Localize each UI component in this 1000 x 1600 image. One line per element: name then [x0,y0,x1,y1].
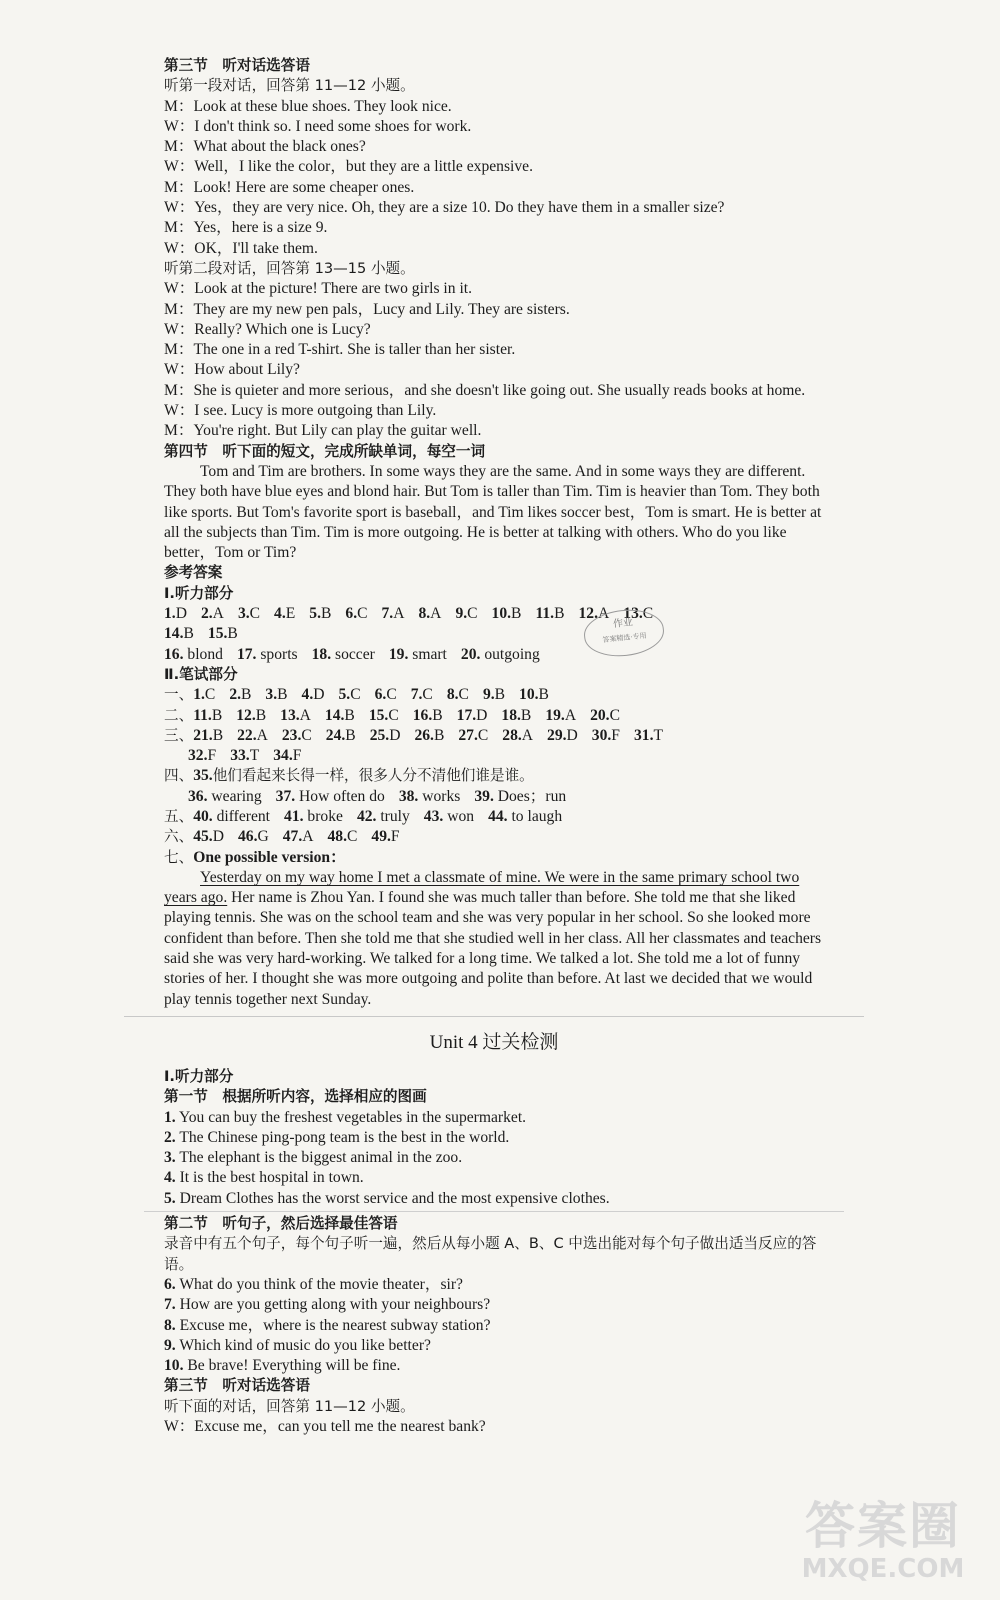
divider [124,1016,864,1017]
list-item: 5. Dream Clothes has the worst service and the most expensive clothes. [164,1189,610,1207]
list-item: 8. Excuse me，where is the nearest subway station? [164,1316,491,1334]
answer-row: 1.D 2.A 3.C 4.E 5.B 6.C 7.A 8.A 9.C 10.B 11.B 12.A 13.C [164,605,654,623]
dialogue-line: W：Look at the picture! There are two girls in it. [164,280,473,298]
section-3-title: 第三节 听对话选答语 [164,57,310,74]
dialogue-line: M：Look! Here are some cheaper ones. [164,178,415,196]
dialogue-line: M：What about the black ones? [164,138,366,156]
u4-section-3-title: 第三节 听对话选答语 [164,1377,310,1395]
answer-row: 32.F 33.T 34.F [188,747,302,765]
u4-listening-part-title: Ⅰ.听力部分 [164,1067,234,1085]
answer-row: 四、35.他们看起来长得一样，很多人分不清他们谁是谁。 [164,767,534,785]
dialogue-2 [164,279,824,441]
stamp-sublabel: 答案精选·专用 [602,631,647,645]
watermark-logo-text: 答案圈 [805,1497,961,1555]
list-item: 7. How are you getting along with your neighbours? [164,1296,491,1314]
u4-section-2-description: 录音中有五个句子，每个句子听一遍，然后从每小题 A、B、C 中选出能对每个句子做出适当反应的答语。 [164,1235,817,1273]
list-item: 10. Be brave! Everything will be fine. [164,1357,401,1375]
unit-title: Unit 4 过关检测 [429,1031,559,1053]
stamp-label: 作业 [612,617,634,631]
essay-text: Her name is Zhou Yan. I found she was much taller than before. She told me that she liked playing tennis. She was on the school team and she was very popular in her school. So she looked more confident than before. Then she told me that she studied well in her class. All her classmates and teachers said she was very hard-working. We talked for a long time. We talked a lot. She told me a lot of funny stories of her. I thought she was more outgoing and polite than before. At last we decided that we would play tennis together next Sunday. [164,889,822,1008]
dialogue-line: M：Look at these blue shoes. They look nice. [164,97,452,115]
u4-section-3-intro: 听下面的对话，回答第 11—12 小题。 [164,1397,415,1415]
dialogue-line: W：Excuse me，can you tell me the nearest bank? [164,1418,486,1435]
dialogue-line: M：She is quieter and more serious，and she doesn't like going out. She usually reads books at home. [164,381,806,399]
list-item: 4. It is the best hospital in town. [164,1169,364,1187]
list-item: 2. The Chinese ping-pong team is the best in the world. [164,1128,510,1146]
dialogue-line: M：The one in a red T-shirt. She is taller than her sister. [164,341,516,359]
dialogue-line: M：They are my new pen pals，Lucy and Lily. They are sisters. [164,300,570,318]
dialogue-line: W：I don't think so. I need some shoes for work. [164,117,472,135]
answer-page [164,56,824,1437]
dialogue-line: M：Yes，here is a size 9. [164,219,328,237]
answer-row: 五、40. different 41. broke 42. truly 43. won 44. to laugh [164,807,563,825]
answer-row: 七、One possible version： [164,848,346,866]
u4-section-1-items [164,1108,824,1209]
answer-row: 二、11.B 12.B 13.A 14.B 15.C 16.B 17.D 18.B 19.A 20.C [164,706,620,724]
dialogue-line: W：OK，I'll take them. [164,239,318,257]
answer-row: 14.B 15.B [164,625,238,643]
answer-row: 三、21.B 22.A 23.C 24.B 25.D 26.B 27.C 28.A 29.D 30.F 31.T [164,726,664,744]
answer-row: 36. wearing 37. How often do 38. works 39. Does；run [188,787,567,805]
dialogue-line: W：How about Lily? [164,361,300,379]
writing-part-title: Ⅱ.笔试部分 [164,665,238,683]
u4-section-2-items [164,1275,824,1376]
dialogue-1 [164,97,824,259]
divider [144,1211,844,1212]
dialogue-line: M：You're right. But Lily can play the guitar well. [164,422,482,440]
list-item: 6. What do you think of the movie theater，sir? [164,1275,463,1293]
answer-row: 一、1.C 2.B 3.B 4.D 5.C 6.C 7.C 8.C 9.B 10.B [164,686,549,704]
answer-row: 六、45.D 46.G 47.A 48.C 49.F [164,828,400,846]
answer-key-title: 参考答案 [164,564,223,582]
site-watermark [788,1498,978,1590]
listening-part-title: Ⅰ.听力部分 [164,584,234,602]
dialogue-2-intro: 听第二段对话，回答第 13—15 小题。 [164,259,415,277]
list-item: 3. The elephant is the biggest animal in the zoo. [164,1149,463,1167]
u4-section-2-title: 第二节 听句子，然后选择最佳答语 [164,1215,398,1233]
dialogue-line: W：Yes，they are very nice. Oh, they are a size 10. Do they have them in a smaller size? [164,199,725,217]
listening-passage: Tom and Tim are brothers. In some ways they are the same. And in some ways they are different. They both have blue eyes and blond hair. But Tom is taller than Tim. Tim is heavier than Tom. They both like sports. But Tom's favorite sport is baseball，and Tim likes soccer best，Tom is smart. He is better at all the subjects than Tim. Tim is more outgoing. He is better at talking with others. Who do you like better，Tom or Tim? [164,462,822,562]
sample-essay [164,868,824,1010]
answer-row: 16. blond 17. sports 18. soccer 19. smart 20. outgoing [164,645,540,663]
u4-section-1-title: 第一节 根据所听内容，选择相应的图画 [164,1088,427,1106]
watermark-url: MXQE.COM [801,1554,965,1584]
dialogue-1-intro: 听第一段对话，回答第 11—12 小题。 [164,77,415,95]
dialogue-line: W：Really? Which one is Lucy? [164,320,371,338]
list-item: 1. You can buy the freshest vegetables in the supermarket. [164,1108,527,1126]
section-4-title: 第四节 听下面的短文，完成所缺单词，每空一词 [164,442,486,460]
essay-underlined-text: Yesterday on my way home I met a classmate of mine. We were in the same primary school two years ago. [164,868,800,907]
dialogue-line: W：I see. Lucy is more outgoing than Lily. [164,402,437,420]
dialogue-line: W：Well，I like the color，but they are a little expensive. [164,158,533,176]
list-item: 9. Which kind of music do you like better? [164,1336,431,1354]
